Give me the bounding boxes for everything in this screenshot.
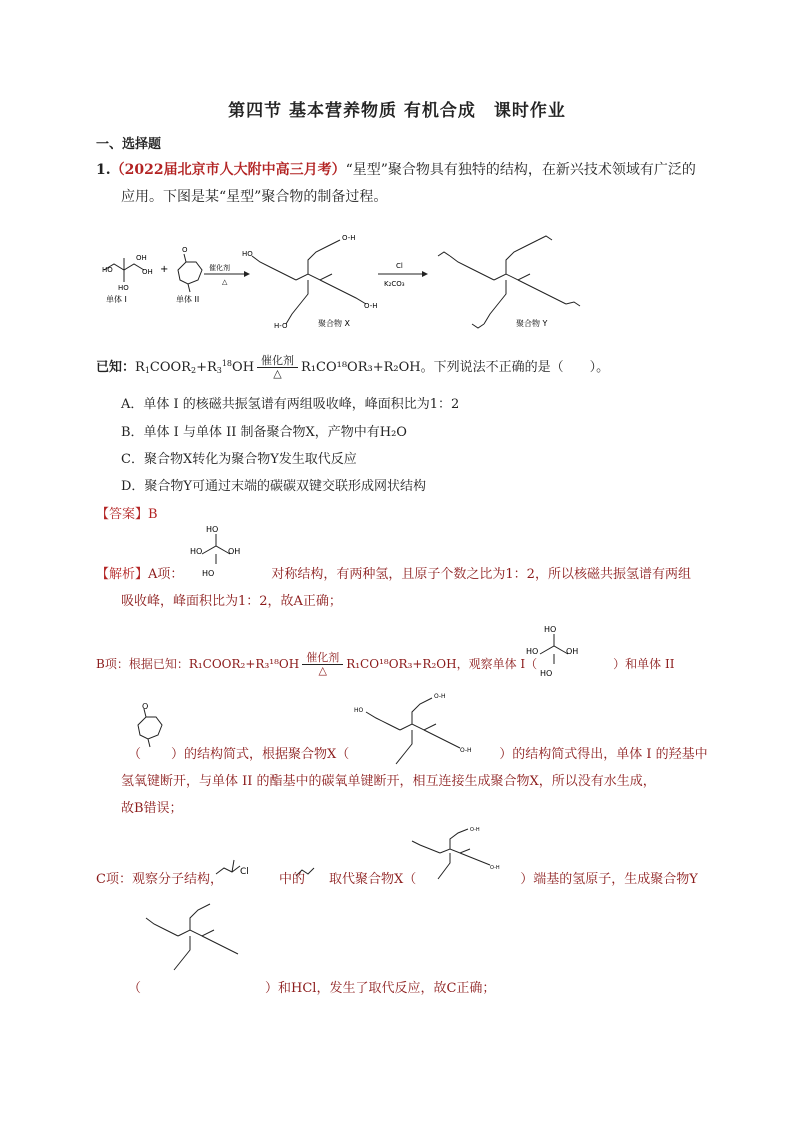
option-d: D．聚合物Y可通过末端的碳碳双键交联形成网状结构 [121, 479, 427, 494]
svg-text:HO: HO [544, 625, 557, 634]
analysis-b-prefix: B项：根据已知：R₁COOR₂+R₃¹⁸OH [96, 657, 300, 671]
paren-open-2: （ [128, 981, 142, 996]
svg-text:H-O: H-O [274, 322, 288, 330]
answer-label: 【答案】 [96, 507, 149, 522]
svg-text:O-H: O-H [460, 747, 472, 754]
page-title: 第四节 基本营养物质 有机合成 课时作业 [228, 101, 566, 121]
analysis-a-prefix: A项： [148, 567, 184, 582]
analysis-c-prefix: C项：观察分子结构， [96, 872, 223, 887]
analysis-c-line-1 [96, 868, 698, 887]
svg-text:OH: OH [228, 547, 241, 556]
heat-label: △ [222, 278, 228, 286]
svg-text:HO: HO [118, 284, 129, 292]
known-left: COOR [149, 360, 191, 375]
svg-text:OH: OH [566, 647, 579, 656]
analysis-label: 【解析】 [96, 567, 149, 582]
polymer-y-inline-structure [138, 896, 258, 988]
cl-label: Cl [240, 867, 249, 877]
svg-text:OH: OH [136, 254, 147, 262]
svg-text:O-H: O-H [470, 827, 480, 833]
svg-text:O: O [182, 246, 188, 254]
known-arrow: $\frac{\text{催化剂}}{\triangle}$ [257, 355, 298, 380]
analysis-a-text-2: 吸收峰，峰面积比为1：2，故A正确； [121, 594, 342, 609]
answer-line [96, 503, 158, 522]
polymer-y-label: 聚合物 Y [516, 319, 548, 328]
question-source: （2022届北京市人大附中高三月考） [110, 162, 346, 178]
svg-text:O-H: O-H [434, 693, 446, 700]
svg-text:HO: HO [526, 647, 539, 656]
reaction-scheme-figure [96, 230, 616, 340]
analysis-b-line-3: 氢氧键断开，与单体 II 的酯基中的碳氧单键断开，相互连接生成聚合物X，所以没有水生成， [121, 774, 656, 789]
option-c: C．聚合物X转化为聚合物Y发生取代反应 [121, 452, 357, 467]
analysis-c-mid2: 取代聚合物X（ [328, 872, 417, 887]
monomer-2-label: 单体 II [176, 295, 200, 304]
svg-text:O-H: O-H [364, 302, 378, 310]
question-number: 1. [96, 162, 111, 178]
svg-text:O-H: O-H [490, 865, 500, 871]
base-label: K₂CO₃ [384, 280, 405, 288]
analysis-a-text-1: 对称结构，有两种氢，且原子个数之比为1：2，所以核磁共振氢谱有两组 [271, 567, 691, 582]
option-b: B．单体 I 与单体 II 制备聚合物X，产物中有H₂O [121, 425, 407, 440]
polymer-x-inline-structure-b [350, 690, 490, 780]
known-r1: R [135, 360, 145, 375]
analysis-b-line2c: ）的结构简式得出，单体 I 的羟基中 [499, 747, 708, 762]
analysis-b-line-2 [128, 743, 708, 762]
analysis-a-line-1 [96, 563, 691, 582]
analysis-b-arrow: $\frac{\text{催化剂}}{\triangle}$ [302, 652, 343, 677]
svg-text:HO: HO [190, 547, 203, 556]
question-line-2: 应用。下图是某“星型”聚合物的制备过程。 [121, 189, 388, 205]
question-text-1: “星型”聚合物具有独特的结构，在新兴技术领域有广泛的 [345, 162, 696, 178]
svg-text:O-H: O-H [342, 234, 356, 242]
analysis-c-mid: 中的 [278, 872, 305, 887]
analysis-c-line-2 [128, 977, 495, 996]
analysis-c-mid3: ）端基的氢原子，生成聚合物Y [520, 872, 698, 887]
svg-text:HO: HO [206, 525, 219, 534]
question-line-1 [96, 160, 696, 180]
monomer-1-label: 单体 I [106, 295, 127, 304]
analysis-c-line2b: ）和HCl，发生了取代反应，故C正确； [265, 981, 496, 996]
polymer-x-structure [252, 240, 366, 324]
svg-text:HO: HO [540, 669, 553, 678]
svg-text:HO: HO [102, 266, 113, 274]
analysis-b-line2b: ）的结构简式，根据聚合物X（ [171, 747, 350, 762]
section-heading: 一、选择题 [96, 137, 162, 152]
known-oh: OH [232, 360, 255, 375]
known-line: 已知：$R_1COOR_2+R_3^{18}OH$ $\frac{\text{催化剂}}{\triangle}$ R₁CO¹⁸OR₃+R₂OH。下列说法不正确的是（ ）。 [96, 354, 610, 380]
monomer-2-structure [178, 254, 202, 292]
answer-value: B [148, 507, 158, 522]
known-prefix: 已知： [96, 360, 136, 375]
known-right: R₁CO¹⁸OR₃+R₂OH。下列说法不正确的是（ ）。 [301, 360, 610, 375]
known-r3: +R [196, 360, 217, 375]
polymer-y-structure [438, 236, 580, 328]
paren-open-1: （ [128, 747, 142, 762]
analysis-b-mid: R₁CO¹⁸OR₃+R₂OH，观察单体 I（ [346, 657, 538, 671]
analysis-b-line-4: 故B错误； [121, 801, 183, 816]
svg-text:HO: HO [202, 569, 215, 578]
plus-sign: + [160, 264, 169, 275]
analysis-b-mid2: ）和单体 II [613, 657, 675, 671]
analysis-b-line-1 [96, 652, 674, 677]
svg-text:OH: OH [142, 268, 153, 276]
polymer-x-label: 聚合物 X [318, 319, 351, 328]
option-a: A．单体 I 的核磁共振氢谱有两组吸收峰，峰面积比为1：2 [121, 397, 460, 412]
reagent-label: Cl [396, 262, 403, 270]
svg-text:O: O [142, 703, 149, 711]
svg-text:HO: HO [354, 707, 364, 714]
catalyst-label: 催化剂 [209, 264, 230, 272]
svg-text:HO: HO [242, 250, 253, 258]
